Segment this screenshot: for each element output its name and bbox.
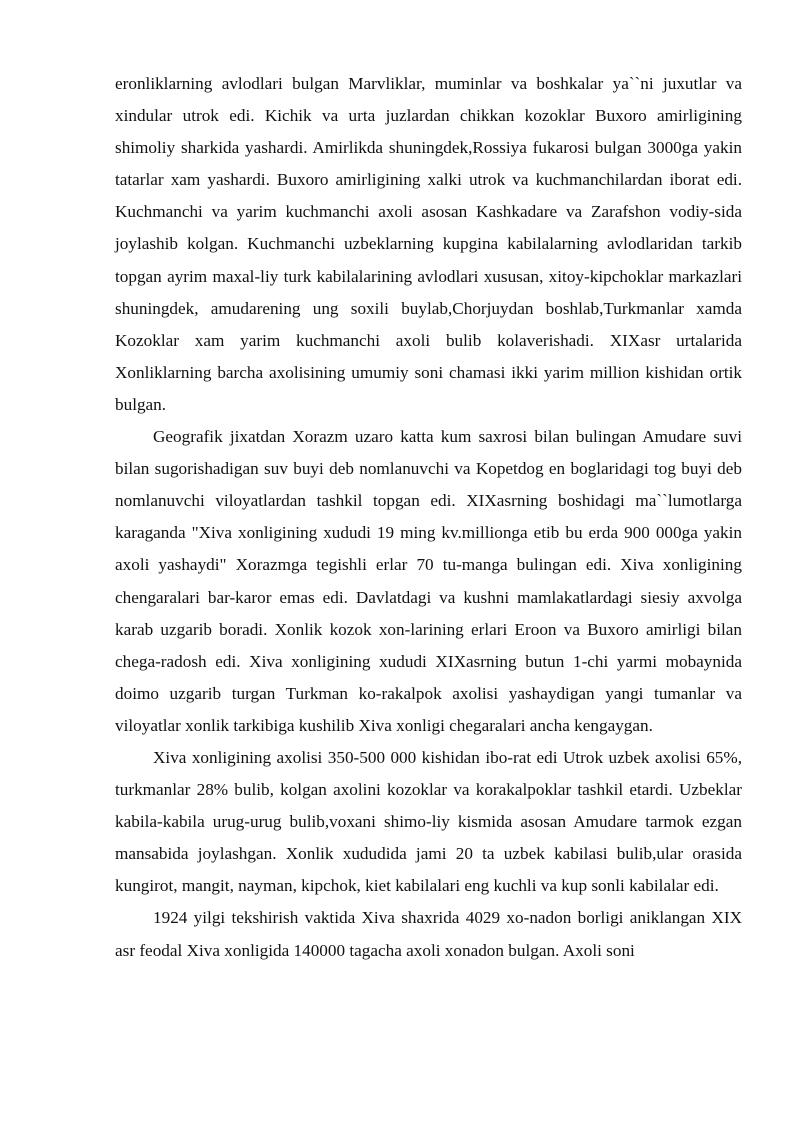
document-page <box>115 68 742 967</box>
paragraph-2: Geografik jixatdan Xorazm uzaro katta kum saxrosi bilan bulingan Amudare suvi bilan sugorishadigan suv buyi deb nomlanuvchi va Kopetdog en boglaridagi tog buyi deb nomlanuvchi viloyatlardan tashkil topgan edi. XIXasrning boshidagi ma``lumotlarga karaganda "Xiva xonligining xududi 19 ming kv.millionga etib bu erda 900 000ga yakin axoli yashaydi" Xorazmga tegishli erlar 70 tu-manga bulingan edi. Xiva xonligining chengaralari bar-karor emas edi. Davlatdagi va kushni mamlakatlardagi siesiy axvolga karab uzgarib boradi. Xonlik kozok xon-larining erlari Eroon va Buxoro amirligi bilan chega-radosh edi. Xiva xonligining xududi XIXasrning butun 1-chi yarmi mobaynida doimo uzgarib turgan Turkman ko-rakalpok axolisi yashaydigan yangi tumanlar va viloyatlar xonlik tarkibiga kushilib Xiva xonligi chegaralari ancha kengaygan. <box>115 427 742 735</box>
paragraph-1: eronliklarning avlodlari bulgan Marvliklar, muminlar va boshkalar ya``ni juxutlar va xindular utrok edi. Kichik va urta juzlardan chikkan kozoklar Buxoro amirligining shimoliy sharkida yashardi. Amirlikda shuningdek,Rossiya fukarosi bulgan 3000ga yakin tatarlar xam yashardi. Buxoro amirligining xalki utrok va kuchmanchilardan iborat edi. Kuchmanchi va yarim kuchmanchi axoli asosan Kashkadare va Zarafshon vodiy-sida joylashib kolgan. Kuchmanchi uzbeklarning kupgina kabilalarning avlodlaridan tarkib topgan ayrim maxal-liy turk kabilalarining avlodlari xususan, xitoy-kipchoklar markazlari shuningdek, amudarening ung soxili buylab,Chorjuydan boshlab,Turkmanlar xamda Kozoklar xam yarim kuchmanchi axoli bulib kolaverishadi. XIXasr urtalarida Xonliklarning barcha axolisining umumiy soni chamasi ikki yarim million kishidan ortik bulgan. <box>115 74 742 414</box>
paragraph-3: Xiva xonligining axolisi 350-500 000 kishidan ibo-rat edi Utrok uzbek axolisi 65%, turkmanlar 28% bulib, kolgan axolini kozoklar va korakalpoklar tashkil etardi. Uzbeklar kabila-kabila urug-urug bulib,voxani shimo-liy kismida asosan Amudare tarmok ezgan mansabida joylashgan. Xonlik xududida jami 20 ta uzbek kabilasi bulib,ular orasida kungirot, mangit, nayman, kipchok, kiet kabilalari eng kuchli va kup sonli kabilalar edi. <box>115 747 742 896</box>
paragraph-4: 1924 yilgi tekshirish vaktida Xiva shaxrida 4029 xo-nadon borligi aniklangan XIX asr feodal Xiva xonligida 140000 tagacha axoli xonadon bulgan. Axoli soni <box>115 908 742 960</box>
